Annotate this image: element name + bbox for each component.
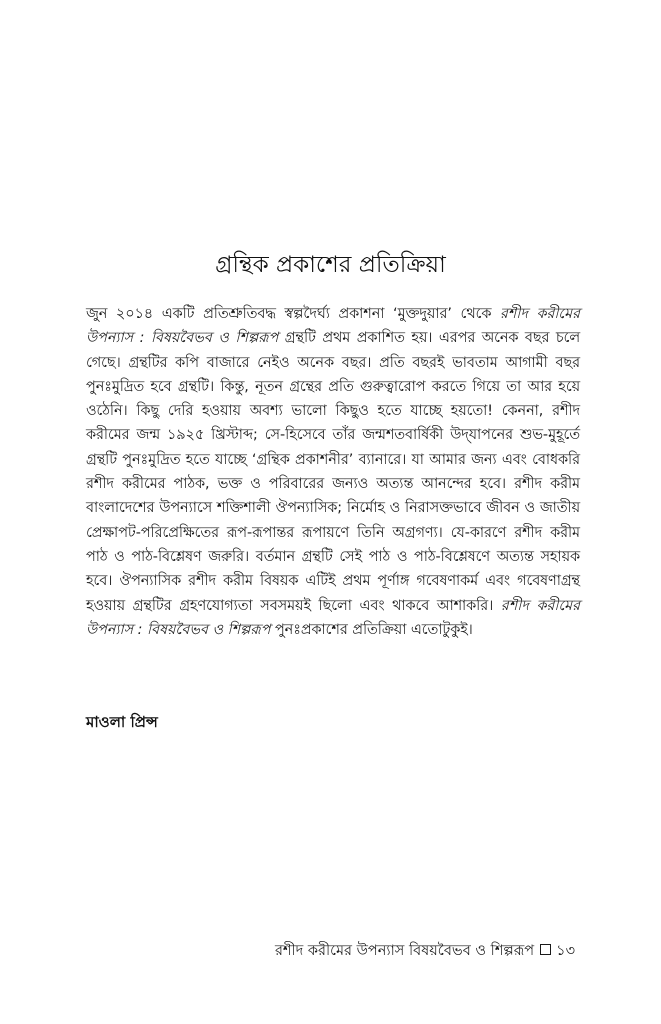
paragraph-text-2: গ্রন্থটি প্রথম প্রকাশিত হয়। এরপর অনেক বছর চলে গেছে। গ্রন্থটির কপি বাজারে নেইও অনেক বছর। প্রতি বছরই ভাবতাম আগামী বছর পুনঃমুদ্রিত হবে গ্রন্থটি। কিন্তু, নূতন গ্রন্থের প্রতি গুরুত্বারোপ করতে গিয়ে তা আর হয়ে ওঠেনি। কিছু দেরি হওয়ায় অবশ্য ভালো কিছুও হতে যাচ্ছে হয়তো! কেননা, রশীদ করীমের জন্ম ১৯২৫ খ্রিস্টাব্দ; সে-হিসেবে তাঁর জন্মশতবার্ষিকী উদ্‌যাপনের শুভ-মুহূর্তে গ্রন্থটি পুনঃমুদ্রিত হতে যাচ্ছে ‘গ্রন্থিক প্রকাশনীর’ ব্যানারে। যা আমার জন্য এবং বোধকরি রশীদ করীমের পাঠক, ভক্ত ও পরিবারের জন্যও অত্যন্ত আনন্দের হবে। রশীদ করীম বাংলাদেশের উপন্যাসে শক্তিশালী ঔপন্যাসিক; নির্মোহ ও নিরাসক্তভাবে জীবন ও জাতীয় প্রেক্ষাপট-পরিপ্রেক্ষিতের রূপ-রূপান্তর রূপায়ণে তিনি অগ্রগণ্য। যে-কারণে রশীদ করীম পাঠ ও পাঠ-বিশ্লেষণ জরুরি। বর্তমান গ্রন্থটি সেই পাঠ ও পাঠ-বিশ্লেষণে অত্যন্ত সহায়ক হবে। ঔপন্যাসিক রশীদ করীম বিষয়ক এটিই প্রথম পূর্ণাঙ্গ গবেষণাকর্ম এবং গবেষণাগ্রন্থ হওয়ায় গ্রন্থটির গ্রহণযোগ্যতা সবসময়ই ছিলো এবং থাকবে আশাকরি। bbox=[86, 330, 580, 614]
paragraph-text-1: জুন ২০১৪ একটি প্রতিশ্রুতিবদ্ধ স্বল্পদৈর্ঘ্য প্রকাশনা ‘মুক্তদুয়ার’ থেকে bbox=[86, 306, 500, 322]
page-footer bbox=[275, 940, 575, 962]
author-signature: মাওলা প্রিন্স bbox=[86, 713, 158, 731]
page-number: ১৩ bbox=[556, 943, 575, 959]
page-title: গ্রন্থিক প্রকাশের প্রতিক্রিয়া bbox=[215, 252, 446, 278]
book-title-italic-2: রশীদ করীমের উপন্যাস : বিষয়বৈভব ও শিল্পরূপ bbox=[86, 597, 580, 638]
paragraph-text-3: পুনঃপ্রকাশের প্রতিক্রিয়া এতোটুকুই। bbox=[270, 621, 473, 638]
square-separator-icon bbox=[540, 944, 551, 955]
book-title-italic-1: রশীদ করীমের উপন্যাস : বিষয়বৈভব ও শিল্পরূপ bbox=[86, 306, 580, 347]
running-title: রশীদ করীমের উপন্যাস বিষয়বৈভব ও শিল্পরূপ bbox=[274, 943, 535, 959]
body-paragraph bbox=[86, 302, 580, 642]
